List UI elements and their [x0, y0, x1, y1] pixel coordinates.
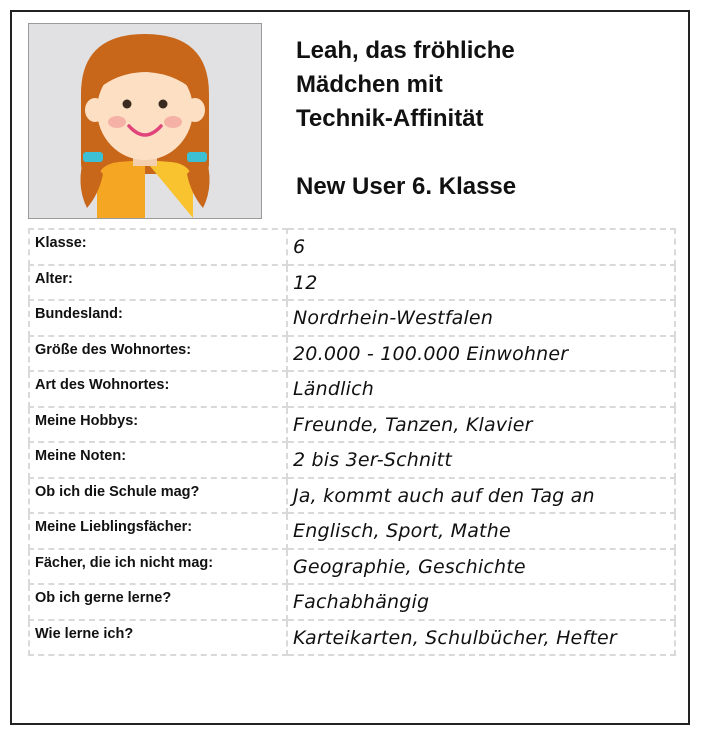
row-value: Nordrhein-Westfalen [287, 300, 675, 336]
row-label: Meine Lieblingsfächer: [29, 513, 287, 549]
row-value: 20.000 - 100.000 Einwohner [287, 336, 675, 372]
avatar-eye-right [159, 100, 168, 109]
row-value: Englisch, Sport, Mathe [287, 513, 675, 549]
row-label: Größe des Wohnortes: [29, 336, 287, 372]
table-row [29, 300, 675, 336]
avatar-cheek-left [108, 116, 126, 128]
persona-subtitle: New User 6. Klasse [296, 173, 517, 200]
table-row [29, 478, 675, 514]
persona-card [10, 10, 690, 725]
title-line: Mädchen mit [296, 71, 443, 98]
row-value: Geographie, Geschichte [287, 549, 675, 585]
row-label: Meine Noten: [29, 442, 287, 478]
row-value: 2 bis 3er-Schnitt [287, 442, 675, 478]
persona-title [296, 34, 676, 204]
row-value: Fachabhängig [287, 584, 675, 620]
table-row [29, 513, 675, 549]
title-line: Leah, das fröhliche [296, 37, 515, 64]
table-row [29, 371, 675, 407]
row-value: 12 [287, 265, 675, 301]
profile-table [28, 228, 676, 656]
row-label: Klasse: [29, 229, 287, 265]
table-row [29, 229, 675, 265]
title-line: Technik-Affinität [296, 105, 484, 132]
row-label: Ob ich gerne lerne? [29, 584, 287, 620]
table-row [29, 620, 675, 656]
table-row [29, 407, 675, 443]
table-row [29, 549, 675, 585]
table-row [29, 442, 675, 478]
avatar-shirt-right [145, 160, 193, 218]
row-value: Karteikarten, Schulbücher, Hefter [287, 620, 675, 656]
row-value: Ja, kommt auch auf den Tag an [287, 478, 675, 514]
row-label: Fächer, die ich nicht mag: [29, 549, 287, 585]
avatar-shirt-left [97, 160, 145, 218]
row-label: Meine Hobbys: [29, 407, 287, 443]
row-value: Freunde, Tanzen, Klavier [287, 407, 675, 443]
row-label: Bundesland: [29, 300, 287, 336]
row-label: Art des Wohnortes: [29, 371, 287, 407]
avatar [28, 23, 262, 219]
avatar-eye-left [123, 100, 132, 109]
avatar-cheek-right [164, 116, 182, 128]
girl-avatar-icon [29, 24, 261, 218]
row-value: Ländlich [287, 371, 675, 407]
table-row [29, 584, 675, 620]
row-label: Alter: [29, 265, 287, 301]
avatar-hair-tie-left [83, 152, 103, 162]
table-row [29, 336, 675, 372]
row-value: 6 [287, 229, 675, 265]
table-row [29, 265, 675, 301]
row-label: Wie lerne ich? [29, 620, 287, 656]
row-label: Ob ich die Schule mag? [29, 478, 287, 514]
avatar-hair-tie-right [187, 152, 207, 162]
